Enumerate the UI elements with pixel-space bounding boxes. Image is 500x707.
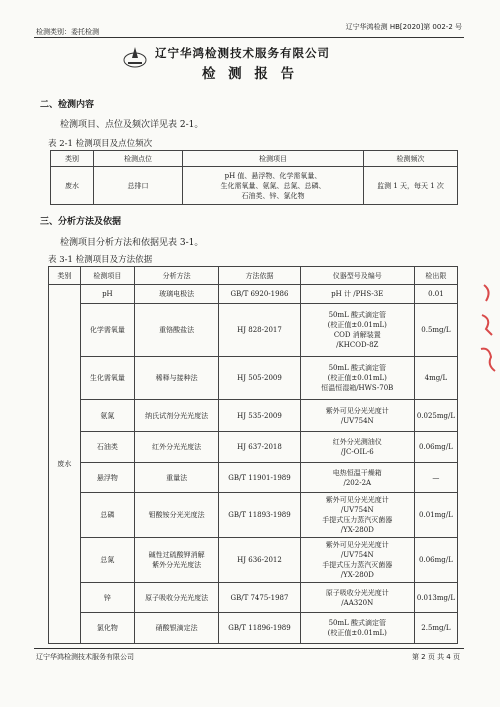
table-2-1-caption: 表 2-1 检测项目及点位频次 bbox=[48, 139, 153, 149]
header-cell: 方法依据 bbox=[219, 267, 301, 285]
method-cell bbox=[135, 432, 219, 463]
header-category: 检测类别：委托检测 bbox=[36, 28, 99, 36]
instrument-cell-line: 红外分光测油仪 bbox=[332, 438, 382, 446]
items-line: pH 值、悬浮物、化学需氧量、 bbox=[224, 171, 322, 180]
instrument-cell-line: /202-2A bbox=[343, 478, 372, 487]
basis-cell: HJ 535-2009 bbox=[219, 400, 301, 432]
basis-cell: HJ 505-2009 bbox=[219, 357, 301, 400]
item-cell: 石油类 bbox=[80, 432, 134, 463]
basis-cell: GB/T 11901-1989 bbox=[219, 463, 301, 493]
method-cell bbox=[135, 583, 219, 613]
method-cell bbox=[135, 285, 219, 304]
basis-cell: GB/T 6920-1986 bbox=[219, 285, 301, 304]
basis-cell: HJ 828-2017 bbox=[219, 304, 301, 357]
basis-cell: HJ 636-2012 bbox=[219, 538, 301, 583]
table-row bbox=[49, 400, 458, 432]
header-cell: 类别 bbox=[51, 151, 94, 167]
basis-cell: GB/T 7475-1987 bbox=[219, 583, 301, 613]
instrument-cell-line: 50mL 酸式滴定管 bbox=[328, 364, 386, 372]
method-cell-line: 红外分光光度法 bbox=[152, 443, 202, 451]
method-cell bbox=[135, 493, 219, 538]
instrument-cell-line: /UV754N bbox=[340, 551, 374, 559]
item-cell: 生化需氧量 bbox=[80, 357, 134, 400]
table-row bbox=[49, 538, 458, 583]
item-cell: pH bbox=[80, 285, 134, 304]
item-cell: 总磷 bbox=[80, 493, 134, 538]
method-cell-line: 钼酸铵分光光度法 bbox=[148, 511, 205, 519]
items-line: 石油类、锌、氯化物 bbox=[241, 191, 305, 200]
limit-cell: 0.06mg/L bbox=[414, 538, 457, 583]
header-divider bbox=[34, 37, 464, 38]
limit-cell: 2.5mg/L bbox=[414, 613, 457, 644]
header-cell: 仪器型号及编号 bbox=[300, 267, 414, 285]
instrument-cell-line: (校正值±0.01mL) bbox=[327, 321, 387, 329]
instrument-cell bbox=[300, 493, 414, 538]
method-cell-line: 碱性过硫酸钾消解 bbox=[148, 551, 205, 559]
instrument-cell bbox=[300, 285, 414, 304]
item-cell: 锌 bbox=[80, 583, 134, 613]
instrument-cell bbox=[300, 583, 414, 613]
table-row bbox=[49, 583, 458, 613]
instrument-cell-line: 紫外可见分光光度计 bbox=[325, 541, 389, 549]
instrument-cell-line: /UV754N bbox=[340, 506, 374, 514]
instrument-cell bbox=[300, 432, 414, 463]
company-name: 辽宁华鸿检测技术服务有限公司 bbox=[155, 46, 330, 60]
report-title: 检 测 报 告 bbox=[201, 66, 299, 82]
instrument-cell-line: 电热恒温干燥箱 bbox=[332, 468, 382, 477]
instrument-cell-line: 50mL 酸式滴定管 bbox=[328, 311, 386, 319]
limit-cell: — bbox=[414, 463, 457, 493]
table-3-1-caption: 表 3-1 检测项目及方法依据 bbox=[48, 255, 153, 265]
footer-divider bbox=[34, 648, 464, 649]
item-cell: 氯化物 bbox=[80, 613, 134, 644]
method-cell-line: 紫外分光光度法 bbox=[152, 561, 202, 569]
section-heading-content: 二、检测内容 bbox=[40, 100, 95, 110]
table-3-1 bbox=[48, 266, 458, 644]
table-row bbox=[49, 493, 458, 538]
instrument-cell-line: /UV754N bbox=[340, 416, 374, 425]
table-row bbox=[49, 432, 458, 463]
category-cell: 废水 bbox=[49, 285, 81, 644]
page-number: 第 2 页 共 4 页 bbox=[411, 653, 460, 661]
instrument-cell-line: pH 计 /PHS-3E bbox=[331, 290, 384, 298]
section-content-paragraph: 检测项目、点位及频次详见表 2-1。 bbox=[60, 120, 204, 130]
method-cell bbox=[135, 538, 219, 583]
instrument-cell bbox=[300, 304, 414, 357]
header-cell: 检出限 bbox=[414, 267, 457, 285]
basis-cell: GB/T 11896-1989 bbox=[219, 613, 301, 644]
method-cell-line: 稀释与接种法 bbox=[155, 374, 198, 382]
instrument-cell-line: /AA320N bbox=[341, 598, 374, 607]
red-seal-stamp-icon bbox=[478, 275, 500, 385]
table-2-1 bbox=[50, 150, 458, 205]
header-cell: 检测项目 bbox=[183, 151, 364, 167]
items-line: 生化需氧量、氨氮、总氮、总磷、 bbox=[220, 181, 326, 190]
instrument-cell-line: /JC-OIL-6 bbox=[340, 448, 374, 456]
instrument-cell bbox=[300, 463, 414, 493]
instrument-cell-line: 原子吸收分光光度计 bbox=[325, 588, 389, 597]
method-cell bbox=[135, 400, 219, 432]
instrument-cell-line: 50mL 酸式滴定管 bbox=[328, 619, 386, 627]
method-cell bbox=[135, 463, 219, 493]
items-cell bbox=[183, 167, 364, 205]
instrument-cell bbox=[300, 357, 414, 400]
instrument-cell-line: /YX-280D bbox=[340, 571, 374, 579]
instrument-cell-line: 紫外可见分光光度计 bbox=[325, 406, 389, 415]
item-cell: 悬浮物 bbox=[80, 463, 134, 493]
limit-cell: 0.013mg/L bbox=[414, 583, 457, 613]
header-cell: 检测频次 bbox=[364, 151, 458, 167]
header-cell: 检测项目 bbox=[80, 267, 134, 285]
basis-cell: GB/T 11893-1989 bbox=[219, 493, 301, 538]
instrument-cell-line: 恒温恒湿箱/HWS-70B bbox=[321, 384, 394, 392]
instrument-cell bbox=[300, 613, 414, 644]
instrument-cell-line: /KHCOD-8Z bbox=[336, 341, 379, 349]
section-heading-methods: 三、分析方法及依据 bbox=[40, 217, 122, 227]
limit-cell: 4mg/L bbox=[414, 357, 457, 400]
method-cell-line: 重量法 bbox=[166, 473, 188, 482]
item-cell: 氨氮 bbox=[80, 400, 134, 432]
instrument-cell-line: 紫外可见分光光度计 bbox=[325, 496, 389, 504]
instrument-cell-line: COD 消解装置 bbox=[333, 331, 381, 339]
method-cell-line: 纳氏试剂分光光度法 bbox=[145, 411, 209, 420]
category-cell: 废水 bbox=[51, 167, 94, 205]
limit-cell: 0.5mg/L bbox=[414, 304, 457, 357]
instrument-cell-line: /YX-280D bbox=[340, 526, 374, 534]
table-row bbox=[49, 463, 458, 493]
method-cell-line: 原子吸收分光光度法 bbox=[145, 593, 209, 602]
table-row bbox=[49, 304, 458, 357]
item-cell: 化学需氧量 bbox=[80, 304, 134, 357]
method-cell bbox=[135, 613, 219, 644]
header-cell: 分析方法 bbox=[135, 267, 219, 285]
method-cell-line: 硝酸银滴定法 bbox=[155, 624, 198, 632]
method-cell-line: 重铬酸盐法 bbox=[159, 326, 195, 334]
table-row bbox=[49, 357, 458, 400]
method-cell-line: 玻璃电极法 bbox=[159, 290, 195, 298]
table-row bbox=[49, 285, 458, 304]
basis-cell: HJ 637-2018 bbox=[219, 432, 301, 463]
section-methods-paragraph: 检测项目分析方法和依据见表 3-1。 bbox=[60, 238, 204, 248]
frequency-cell: 监测 1 天，每天 1 次 bbox=[364, 167, 458, 205]
header-cell: 检测点位 bbox=[94, 151, 183, 167]
method-cell bbox=[135, 357, 219, 400]
limit-cell: 0.06mg/L bbox=[414, 432, 457, 463]
footer-company: 辽宁华鸿检测技术服务有限公司 bbox=[36, 653, 134, 661]
limit-cell: 0.025mg/L bbox=[414, 400, 457, 432]
instrument-cell-line: 手提式压力蒸汽灭菌器 bbox=[322, 516, 393, 524]
limit-cell: 0.01mg/L bbox=[414, 493, 457, 538]
header-report-number: 辽宁华鸿检测 HB[2020]第 002-2 号 bbox=[345, 23, 462, 31]
point-cell: 总排口 bbox=[94, 167, 183, 205]
header-cell: 类别 bbox=[49, 267, 81, 285]
instrument-cell bbox=[300, 400, 414, 432]
item-cell: 总氮 bbox=[80, 538, 134, 583]
instrument-cell-line: 手提式压力蒸汽灭菌器 bbox=[322, 561, 393, 569]
table-row bbox=[49, 613, 458, 644]
method-cell bbox=[135, 304, 219, 357]
instrument-cell bbox=[300, 538, 414, 583]
instrument-cell-line: (校正值±0.01mL) bbox=[327, 374, 387, 382]
limit-cell: 0.01 bbox=[414, 285, 457, 304]
instrument-cell-line: (校正值±0.01mL) bbox=[327, 629, 387, 637]
